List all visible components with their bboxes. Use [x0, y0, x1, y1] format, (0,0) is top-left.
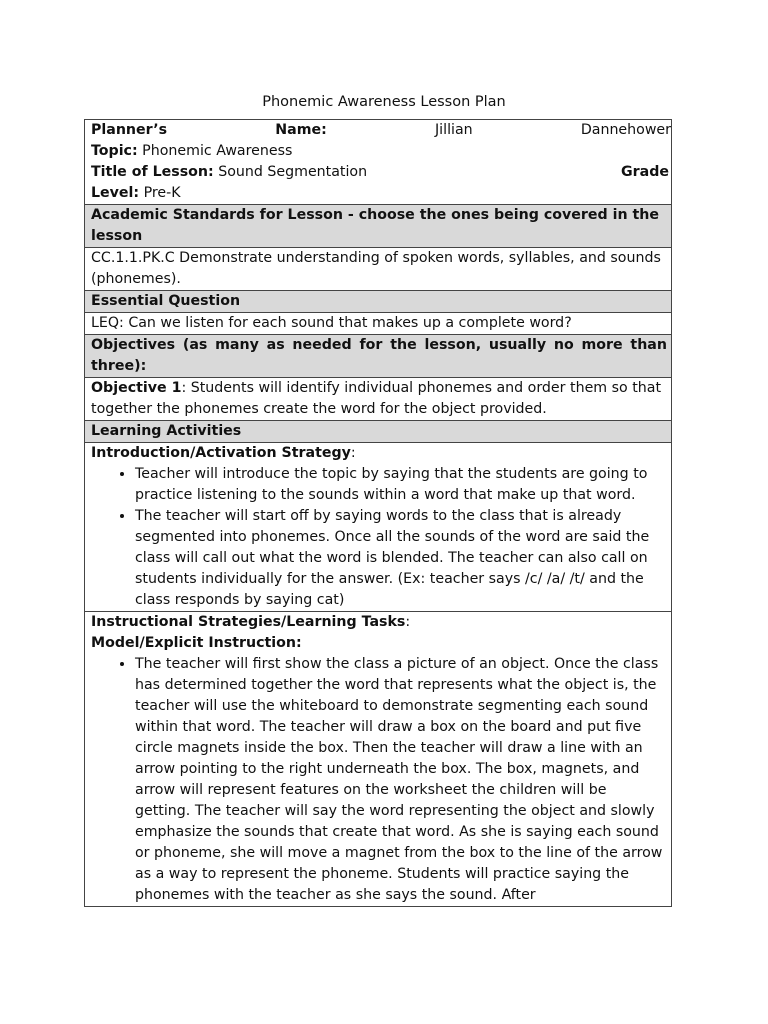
learning-activities-heading: Learning Activities	[91, 423, 242, 439]
essential-question-heading-row	[85, 291, 671, 313]
learning-activities-heading-row	[85, 421, 671, 443]
planner-name-line	[91, 120, 671, 141]
topic-line	[91, 141, 671, 162]
introduction-label: Introduction/Activation Strategy	[91, 445, 351, 461]
planner-first-name: Jillian	[435, 122, 473, 138]
objective-1-row	[85, 378, 671, 421]
essential-question-row	[85, 313, 671, 335]
introduction-heading	[91, 443, 671, 464]
objectives-heading-row	[85, 335, 671, 378]
model-instruction-label: Model/Explicit Instruction:	[91, 635, 302, 651]
instructional-strategies-row	[85, 612, 671, 906]
essential-question-heading: Essential Question	[91, 293, 241, 309]
name-label: Name:	[275, 122, 327, 138]
introduction-row	[85, 443, 671, 612]
list-item: • The teacher will start off by saying words to the class that is already segmented into phonemes. Once all the sounds of the word are said the class will call out what the word is blended. The teacher can also call on students individually for the answer. (Ex: teacher says /c/ /a/ /t/ and the class responds by saying cat)	[135, 506, 671, 611]
instructional-strategies-heading	[91, 612, 671, 633]
objective-1-label: Objective 1	[91, 380, 182, 396]
lesson-title-value: Sound Segmentation	[218, 164, 368, 180]
list-item: • The teacher will first show the class a picture of an object. Once the class has determined together the word that represents what the object is, the teacher will use the whiteboard to demonstrate segmenting each sound within that word. The teacher will draw a box on the board and put five circle magnets inside the box. Then the teacher will draw a line with an arrow pointing to the right underneath the box. The box, magnets, and arrow will represent features on the worksheet the children will be getting. The teacher will say the word representing the object and slowly emphasize the sounds that create that word. As she is saying each sound or phoneme, she will move a magnet from the box to the line of the arrow as a way to represent the phoneme. Students will practice saying the phonemes with the teacher as she says the sound. After	[135, 654, 671, 906]
essential-question-text: LEQ: Can we listen for each sound that makes up a complete word?	[91, 315, 572, 331]
instructional-strategies-colon: :	[405, 614, 411, 630]
header-section	[85, 120, 671, 205]
model-instruction-heading	[91, 633, 671, 654]
level-label: Level:	[91, 185, 140, 201]
standards-heading: Academic Standards for Lesson - choose the ones being covered in the lesson	[91, 207, 659, 244]
standards-heading-row	[85, 205, 671, 248]
document-title: Phonemic Awareness Lesson Plan	[262, 94, 506, 110]
topic-value: Phonemic Awareness	[142, 143, 293, 159]
topic-label: Topic:	[91, 143, 138, 159]
introduction-bullet-list	[91, 464, 671, 611]
planner-last-name: Dannehower	[580, 122, 671, 138]
objective-1-text: : Students will identify individual phonemes and order them so that together the phonemes create the word for the object provided.	[91, 380, 662, 417]
objectives-heading: Objectives (as many as needed for the lesson, usually no more than three):	[91, 337, 667, 374]
lesson-title-line	[91, 162, 671, 183]
model-instruction-bullet-list	[91, 654, 671, 906]
standards-text: CC.1.1.PK.C Demonstrate understanding of spoken words, syllables, and sounds (phonemes).	[91, 250, 661, 287]
list-item: • Teacher will introduce the topic by saying that the students are going to practice listening to the sounds within a word that make up that word.	[135, 464, 671, 506]
planner-label: Planner’s	[91, 122, 168, 138]
lesson-plan-table	[84, 119, 672, 907]
level-value: Pre-K	[143, 185, 181, 201]
introduction-colon: :	[350, 445, 356, 461]
standards-row	[85, 248, 671, 291]
level-line	[91, 183, 671, 204]
instructional-strategies-label: Instructional Strategies/Learning Tasks	[91, 614, 406, 630]
lesson-title-label: Title of Lesson:	[91, 164, 214, 180]
grade-label: Grade	[621, 164, 669, 180]
